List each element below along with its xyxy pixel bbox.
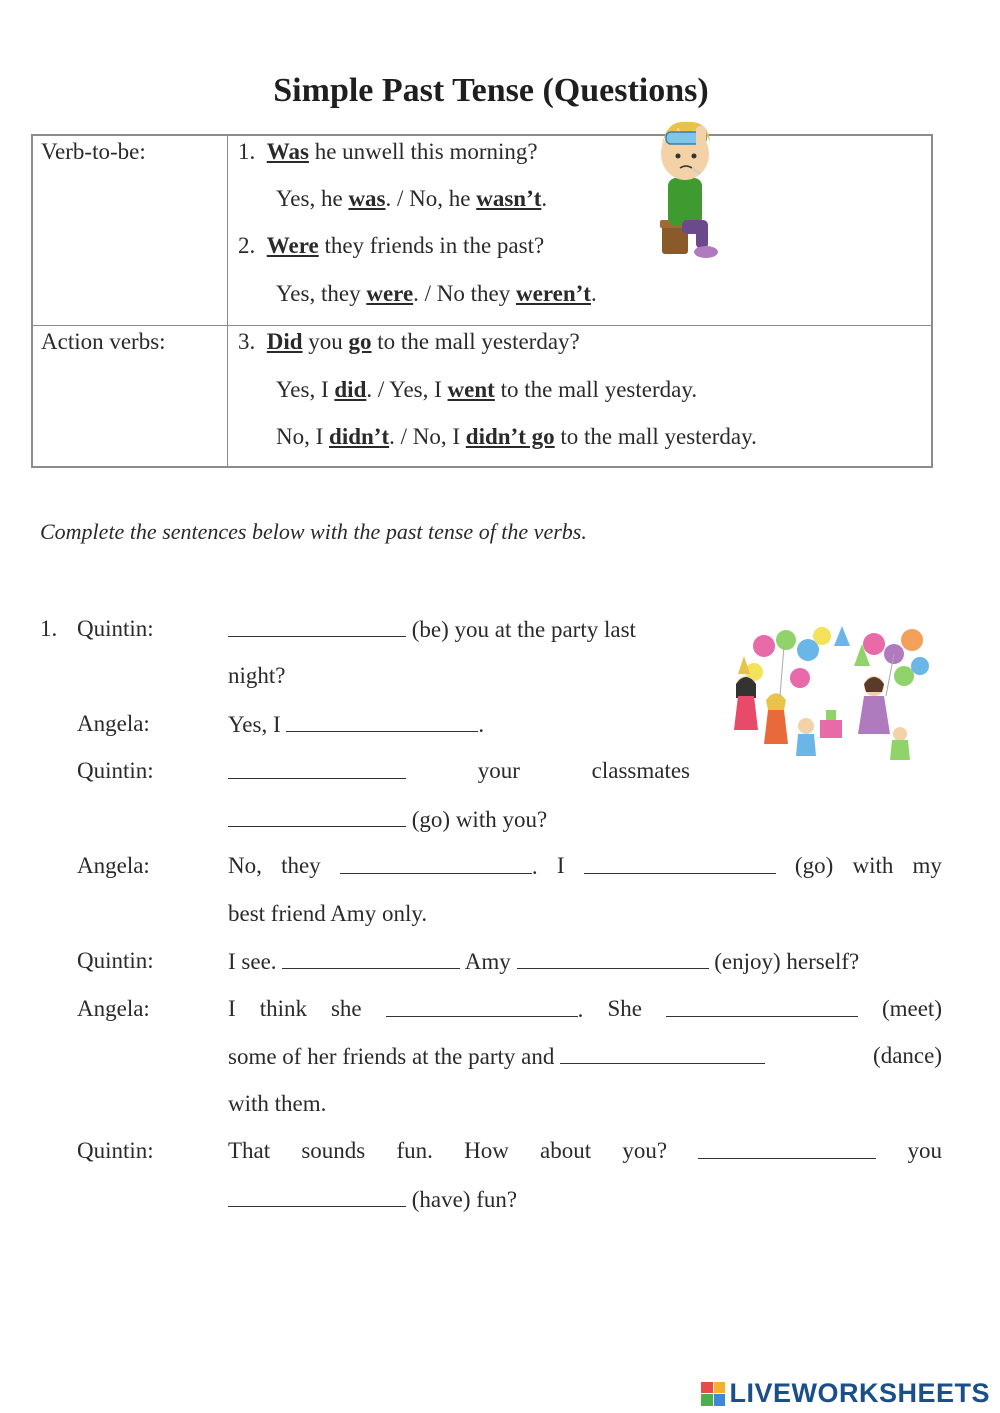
logo-mark-icon <box>701 1382 725 1406</box>
text: Yes, they <box>276 281 367 306</box>
text: you <box>302 329 349 354</box>
text: she <box>330 996 362 1021</box>
text: about <box>540 1138 592 1163</box>
row-label-action-verbs: Action verbs: <box>41 329 166 354</box>
speaker-label: Angela: <box>77 853 150 878</box>
text: Yes, he <box>276 186 349 211</box>
dialogue-line: with them. <box>228 1091 327 1116</box>
answer-blank[interactable] <box>286 709 478 732</box>
logo-text: LIVEWORKSHEETS <box>729 1378 990 1408</box>
text: I <box>228 996 236 1021</box>
example-1-question <box>238 137 538 167</box>
sick-boy-illustration <box>652 112 726 260</box>
answer-blank[interactable] <box>228 756 406 779</box>
text: (go) <box>794 853 834 878</box>
example-number: 2. <box>238 233 256 258</box>
key-word: was <box>348 186 386 211</box>
text: I see. <box>228 949 283 974</box>
text: . <box>531 854 538 879</box>
example-number: 3. <box>238 329 256 354</box>
example-2-question <box>238 231 544 261</box>
key-word: wasn’t <box>476 186 542 211</box>
key-word: went <box>447 377 495 402</box>
text: Yes, I <box>276 377 335 402</box>
text: . <box>590 281 597 306</box>
example-2-answer <box>276 279 597 309</box>
answer-blank[interactable] <box>282 946 460 969</box>
page-title: Simple Past Tense (Questions) <box>273 72 709 109</box>
row-label-verb-to-be: Verb-to-be: <box>41 139 146 164</box>
speaker-label: Angela: <box>77 996 150 1021</box>
answer-blank[interactable] <box>228 614 406 637</box>
text: (have) fun? <box>406 1187 518 1212</box>
text: (dance) <box>873 1043 942 1068</box>
text: you <box>907 1138 942 1163</box>
dialogue-line: night? <box>228 663 286 688</box>
text: (enjoy) herself? <box>708 949 860 974</box>
key-word: were <box>366 281 414 306</box>
text: (go) with you? <box>406 807 548 832</box>
text: your <box>477 758 520 783</box>
speaker-label: Quintin: <box>77 758 154 783</box>
example-number: 1. <box>238 139 256 164</box>
dialogue-line <box>228 1041 942 1072</box>
text: No, I <box>276 424 330 449</box>
text: (be) you at the party last <box>406 617 636 642</box>
text: . <box>577 997 584 1022</box>
text: . <box>478 712 485 737</box>
exercise-number: 1. <box>40 616 58 641</box>
speaker-label: Quintin: <box>77 1138 154 1163</box>
text: to the mall yesterday? <box>371 329 580 354</box>
text: That <box>228 1138 271 1163</box>
dialogue-line <box>228 1184 517 1215</box>
answer-blank[interactable] <box>584 851 776 874</box>
dialogue-line <box>228 709 484 740</box>
example-3-answer-no <box>276 422 757 452</box>
text: some of her friends at the party and <box>228 1044 561 1069</box>
text: think <box>259 996 307 1021</box>
text: to the mall yesterday. <box>554 424 757 449</box>
party-illustration <box>724 626 930 766</box>
dialogue-line <box>228 946 859 977</box>
text: classmates <box>591 758 690 783</box>
key-word: Was <box>266 139 309 164</box>
key-word: didn’t go <box>465 424 555 449</box>
example-3-question <box>238 327 580 357</box>
answer-blank[interactable] <box>228 1184 406 1207</box>
example-3-answer-yes <box>276 375 697 405</box>
key-word: weren’t <box>516 281 591 306</box>
text: they <box>281 853 321 878</box>
text: How <box>464 1138 509 1163</box>
text: Yes, I <box>228 712 287 737</box>
answer-blank[interactable] <box>228 804 406 827</box>
dialogue-line <box>228 804 547 835</box>
key-word: Did <box>266 329 303 354</box>
table-divider-horizontal <box>33 325 931 326</box>
text: (meet) <box>881 996 942 1021</box>
dialogue-line <box>228 851 942 882</box>
text: . / Yes, I <box>366 377 448 402</box>
text: . / No, he <box>385 186 477 211</box>
text: . / No, I <box>389 424 466 449</box>
answer-blank[interactable] <box>666 994 858 1017</box>
speaker-label: Angela: <box>77 711 150 736</box>
answer-blank[interactable] <box>560 1041 765 1064</box>
text: you? <box>622 1138 668 1163</box>
instruction-text: Complete the sentences below with the past tense of the verbs. <box>40 519 587 544</box>
text: with <box>852 853 894 878</box>
dialogue-line <box>228 1136 942 1166</box>
key-word: Were <box>266 233 319 258</box>
text: they friends in the past? <box>318 233 545 258</box>
key-word: go <box>348 329 372 354</box>
answer-blank[interactable] <box>386 994 578 1017</box>
dialogue-line: best friend Amy only. <box>228 901 428 926</box>
text: . / No they <box>413 281 517 306</box>
text: sounds <box>301 1138 366 1163</box>
speaker-label: Quintin: <box>77 616 154 641</box>
table-divider-vertical <box>227 136 228 466</box>
text: No, <box>228 853 262 878</box>
key-word: did <box>334 377 367 402</box>
text: I <box>556 853 565 878</box>
answer-blank[interactable] <box>517 946 709 969</box>
text: to the mall yesterday. <box>494 377 698 402</box>
example-1-answer <box>276 184 547 214</box>
key-word: didn’t <box>329 424 390 449</box>
liveworksheets-logo[interactable] <box>701 1378 990 1409</box>
answer-blank[interactable] <box>340 851 532 874</box>
speaker-label: Quintin: <box>77 948 154 973</box>
answer-blank[interactable] <box>698 1136 876 1159</box>
text: fun. <box>396 1138 433 1163</box>
text: She <box>607 996 642 1021</box>
text: Amy <box>460 949 517 974</box>
dialogue-line <box>228 994 942 1025</box>
text: my <box>912 853 942 878</box>
dialogue-line <box>228 614 636 645</box>
dialogue-line <box>228 756 690 786</box>
text: he unwell this morning? <box>308 139 538 164</box>
text: . <box>541 186 548 211</box>
